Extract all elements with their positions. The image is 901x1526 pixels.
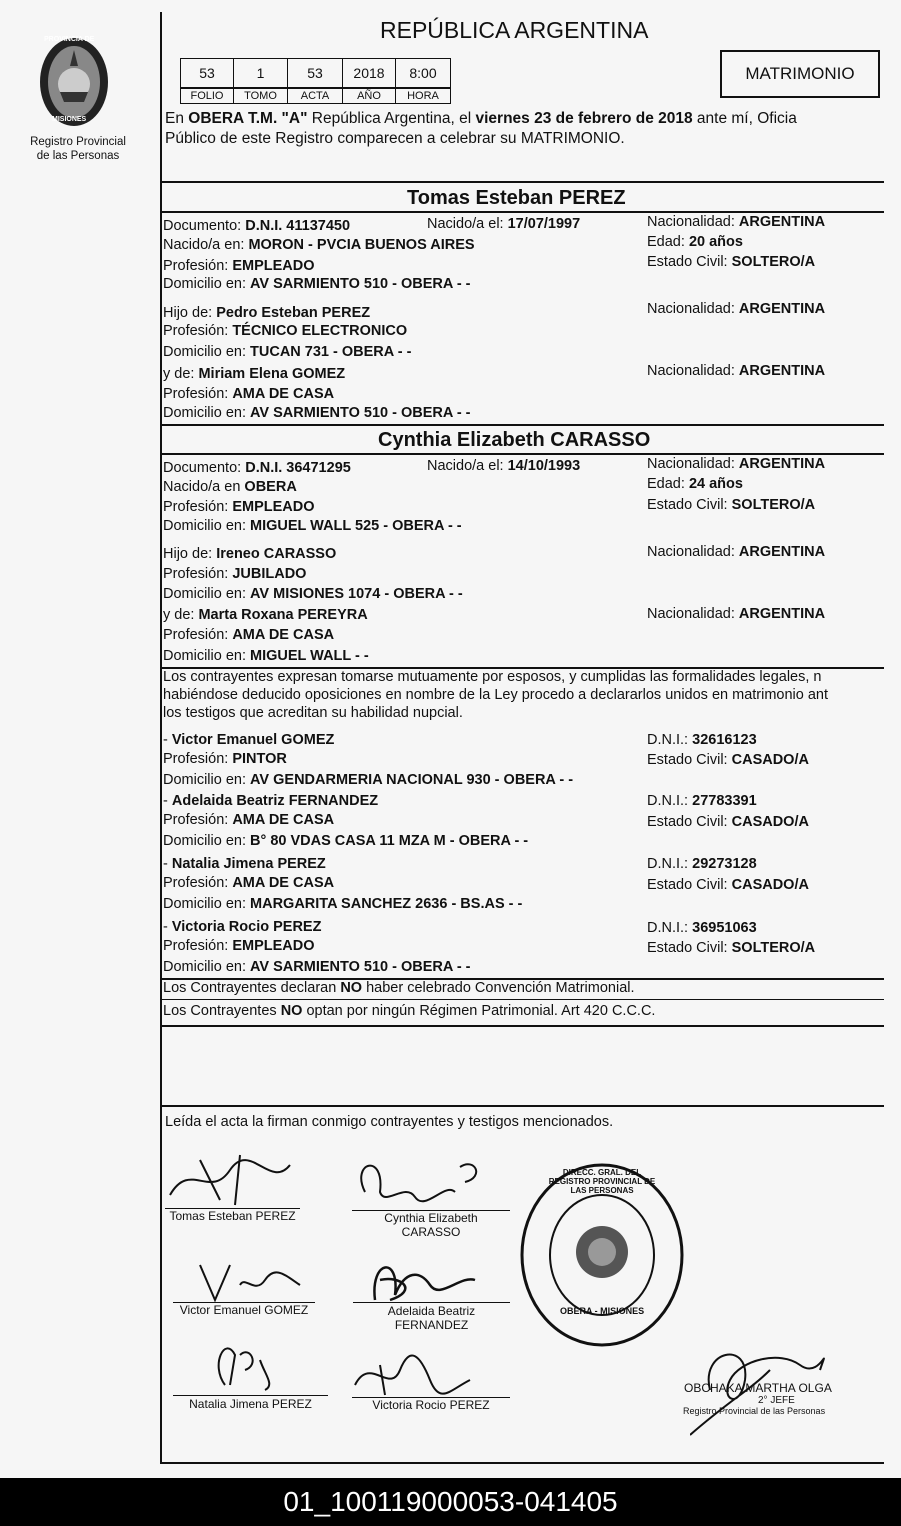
declaration-line3: los testigos que acreditan su habilidad nupcial. [163,705,463,721]
spouse2-mother-profession: Profesión: AMA DE CASA [163,627,335,643]
acta-caption: ACTA [287,88,343,104]
separator [162,999,884,1000]
stamp-inner-text: OBERA - MISIONES [560,1306,645,1316]
folio-caption: FOLIO [180,88,234,104]
registry-name-line2: de las Personas [36,150,120,162]
witness-profession: Profesión: AMA DE CASA [163,875,335,891]
witness-name: Natalia Jimena PEREZ [171,856,326,872]
signature-line [173,1395,328,1396]
signature-name-3: Victor Emanuel GOMEZ [179,1303,309,1317]
country-title: REPÚBLICA ARGENTINA [380,17,649,43]
official-name: OBCHAKA MARTHA OLGA [684,1381,832,1395]
spouse1-mother: y de: Miriam Elena GOMEZ [163,366,346,382]
witness-dni: D.N.I.: 27783391 [647,793,757,809]
spouse1-profession: Profesión: EMPLEADO [163,258,315,274]
document-code-bar [0,1478,901,1526]
spouse1-father-profession: Profesión: TÉCNICO ELECTRONICO [163,323,408,339]
signature-scribble-6 [350,1350,480,1400]
spouse1-age: Edad: 20 años [647,234,743,250]
separator [162,181,884,183]
spouse2-profession: Profesión: EMPLEADO [163,499,315,515]
witness-address: Domicilio en: MARGARITA SANCHEZ 2636 - BS.AS - - [163,896,523,912]
separator [162,1105,884,1107]
spouse2-father-address: Domicilio en: AV MISIONES 1074 - OBERA - - [163,586,463,602]
intro-date: viernes 23 de febrero de 2018 [475,110,693,127]
hora-caption: HORA [395,88,451,104]
signature-scribble-2 [345,1152,495,1212]
spouse2-mother-nationality: Nacionalidad: ARGENTINA [647,606,826,622]
act-type-label: MATRIMONIO [745,64,855,83]
witness-civil-status: Estado Civil: SOLTERO/A [647,940,816,956]
anio-value: 2018 [342,58,396,88]
spouse2-father-profession: Profesión: JUBILADO [163,566,307,582]
witness-name: Adelaida Beatriz FERNANDEZ [171,793,379,809]
emblem-text-top: PROVINCIA DE [44,36,95,43]
document-code: 01_100119000053-041405 [283,1486,618,1517]
spouse1-father-address: Domicilio en: TUCAN 731 - OBERA - - [163,344,412,360]
spouse1-civil-status: Estado Civil: SOLTERO/A [647,254,816,270]
signature-name-6: Victoria Rocio PEREZ [372,1398,490,1412]
closing-statement: Leída el acta la firman conmigo contrayentes y testigos mencionados. [165,1114,614,1130]
spouse1-father-nationality: Nacionalidad: ARGENTINA [647,301,826,317]
witness-civil-status: Estado Civil: CASADO/A [647,752,809,768]
spouse2-father: Hijo de: Ireneo CARASSO [163,546,337,562]
spouse2-documento: Documento: D.N.I. 36471295 [163,460,351,476]
witness-profession: Profesión: EMPLEADO [163,938,315,954]
signature-scribble-1 [160,1150,310,1210]
spouse2-name: Cynthia Elizabeth CARASSO [378,429,651,451]
acta-value: 53 [287,58,343,88]
folio-value: 53 [180,58,234,88]
witness-address: Domicilio en: B° 80 VDAS CASA 11 MZA M - OBERA - - [163,833,529,849]
separator [162,453,884,455]
witness-civil-status: Estado Civil: CASADO/A [647,814,809,830]
signature-name-2b: CARASSO [401,1225,461,1239]
left-border [160,12,162,1464]
intro-line1: En OBERA T.M. "A" República Argentina, el viernes 23 de febrero de 2018 ante mí, Oficia [165,110,797,127]
separator [162,1025,884,1027]
signature-name-2a: Cynthia Elizabeth [384,1211,478,1225]
witness-address: Domicilio en: AV GENDARMERIA NACIONAL 930 - OBERA - - [163,772,574,788]
signature-name-4a: Adelaida Beatriz [387,1304,476,1318]
separator [162,211,884,213]
spouse1-birthplace: Nacido/a en: MORON - PVCIA BUENOS AIRES [163,237,475,253]
spouse2-nationality: Nacionalidad: ARGENTINA [647,456,826,472]
convention-line1: Los Contrayentes declaran NO haber celebrado Convención Matrimonial. [163,980,635,996]
signature-name-5: Natalia Jimena PEREZ [189,1397,312,1411]
spouse1-mother-nationality: Nacionalidad: ARGENTINA [647,363,826,379]
spouse1-mother-address: Domicilio en: AV SARMIENTO 510 - OBERA - - [163,405,471,421]
intro-line2: Público de este Registro comparecen a celebrar su MATRIMONIO. [165,130,625,147]
spouse1-mother-profession: Profesión: AMA DE CASA [163,386,335,402]
spouse1-birthdate: Nacido/a el: 17/07/1997 [427,216,581,232]
signature-scribble-5 [205,1335,285,1395]
separator [162,424,884,426]
province-emblem [30,32,118,132]
signature-scribble-4 [360,1250,490,1310]
spouse2-address: Domicilio en: MIGUEL WALL 525 - OBERA - - [163,518,462,534]
spouse2-mother: y de: Marta Roxana PEREYRA [163,607,368,623]
emblem-text-bottom: MISIONES [52,116,87,123]
witness-dni: D.N.I.: 29273128 [647,856,757,872]
bottom-border [162,1462,884,1464]
spouse1-name: Tomas Esteban PEREZ [407,187,626,209]
official-organization: Registro Provincial de las Personas [683,1406,826,1416]
certificate-page: PROVINCIA DE MISIONES Registro Provincial de las Personas REPÚBLICA ARGENTINA 53 1 53 2018 8:00 FOLIO TOMO ACTA AÑO HORA MATRIMONIO En OBERA T.M. "A" República Argentina, el viernes 23 de febrero de 2018 ante mí, Oficia Público de este Registro comparecen a celebrar su MATRIMONIO. Tomas Esteban PEREZ Documento: D.N.I. 41137450 Nacido/a el: 17/07/1997 Nacionalidad: ARGENTINA Nacido/a en: MORON - PVCIA BUENOS AIRES Edad: 20 años Profesión: EMPLEADO Estado Civil: SOLTERO/A Domicilio en: AV SARMIENTO 510 - OBERA - - Hijo de: Pedro Esteban PEREZ Nacionalidad: ARGENTINA Profesión: TÉCNICO ELECTRONICO Domicilio en: TUCAN 731 - OBERA - - y de: Miriam Elena GOMEZ Nacionalidad: ARGENTINA Profesión: AMA DE CASA Domicilio en: AV SARMIENTO 510 - OBERA - - Cynthia Elizabeth CARASSO Documento: D.N.I. 36471295 Nacido/a el: 14/10/1993 Nacionalidad: ARGENTINA Nacido/a en OBERA Edad: 24 años Profesión: EMPLEADO Estado Civil: SOLTERO/A Domicilio en: MIGUEL WALL 525 - OBERA - - Hijo de: Ireneo CARASSO Nacionalidad: ARGENTINA Profesión: JUBILADO Domicilio en: AV MISIONES 1074 - OBERA - - y de: Marta Roxana PEREYRA Nacionalidad: ARGENTINA Profesión: AMA DE CASA Domicilio en: MIGUEL WALL - - Los contrayentes expresan tomarse mutuamente por esposos, y cumplidas las formalidades legales, n habiéndose deducido oposiciones en nombre de la Ley procedo a declararlos unidos en matrimonio ant los testigos que acreditan su habilidad nupcial. - Victor Emanuel GOMEZ D.N.I.: 32616123 Profesión: PINTOR Estado Civil: CASADO/A Domicilio en: AV GENDARMERIA NACIONAL 930 - OBERA - - - Adelaida Beatriz FERNANDEZ D.N.I.: 27783391 Profesión: AMA DE CASA Estado Civil: CASADO/A Domicilio en: B° 80 VDAS CASA 11 MZA M - OBERA - - - Natalia Jimena PEREZ D.N.I.: 29273128 Profesión: AMA DE CASA Estado Civil: CASADO/A Domicilio en: MARGARITA SANCHEZ 2636 - BS.AS - - - Victoria Rocio PEREZ D.N.I.: 36951063 Profesión: EMPLEADO Estado Civil: SOLTERO/A Domicilio en: AV SARMIENTO 510 - OBERA - - Los Contrayentes declaran NO haber celebrado Convención Matrimonial. Los Contrayentes NO optan por ningún Régimen Patrimonial. Art 420 C.C.C. Leída el acta la firman conmigo contrayentes y testigos mencionados. Tomas Esteban PEREZ Cynthia Elizabeth CARASSO Victor Emanuel GOMEZ Adelaida Beatriz FERNANDEZ Natalia Jimena PEREZ Victoria Rocio PEREZ DIRECC. GRAL. DEL REGISTRO PROVINCIAL DE LAS PERSONAS OBERA - MISIONES OBCHAKA MARTHA OLGA 2° JEFE Registro Provincial de las Personas [0,0,901,1478]
witness-name: Victoria Rocio PEREZ [171,919,322,935]
signature-line [353,1302,510,1303]
spouse2-birthdate: Nacido/a el: 14/10/1993 [427,458,581,474]
spouse1-father: Hijo de: Pedro Esteban PEREZ [163,305,371,321]
witness-dni: D.N.I.: 32616123 [647,732,757,748]
stamp-outer-text: DIRECC. GRAL. DEL REGISTRO PROVINCIAL DE LAS PERSONAS [548,1168,656,1195]
intro-place: OBERA T.M. "A" [188,110,308,127]
witness-profession: Profesión: AMA DE CASA [163,812,335,828]
spouse2-birthplace: Nacido/a en OBERA [163,479,297,495]
signature-name-4b: FERNANDEZ [394,1318,469,1332]
registry-stamp [518,1160,686,1350]
declaration-line1: Los contrayentes expresan tomarse mutuamente por esposos, y cumplidas las formalidades legales, n [163,669,822,685]
witness-profession: Profesión: PINTOR [163,751,287,767]
tomo-value: 1 [233,58,288,88]
spouse2-mother-address: Domicilio en: MIGUEL WALL - - [163,648,369,664]
spouse1-documento: Documento: D.N.I. 41137450 [163,218,351,234]
spouse1-nationality: Nacionalidad: ARGENTINA [647,214,826,230]
act-type-box [720,50,880,98]
convention-line2: Los Contrayentes NO optan por ningún Régimen Patrimonial. Art 420 C.C.C. [163,1003,656,1019]
hora-value: 8:00 [395,58,451,88]
declaration-line2: habiéndose deducido oposiciones en nombre de la Ley procedo a declararlos unidos en matrimonio ant [163,687,829,703]
anio-caption: AÑO [342,88,396,104]
spouse2-age: Edad: 24 años [647,476,743,492]
witness-address: Domicilio en: AV SARMIENTO 510 - OBERA - - [163,959,471,975]
witness-dni: D.N.I.: 36951063 [647,920,757,936]
witness-civil-status: Estado Civil: CASADO/A [647,877,809,893]
witness-name: Victor Emanuel GOMEZ [171,732,335,748]
spouse2-civil-status: Estado Civil: SOLTERO/A [647,497,816,513]
tomo-caption: TOMO [233,88,288,104]
official-role: 2° JEFE [758,1395,795,1406]
signature-name-1: Tomas Esteban PEREZ [169,1209,296,1223]
spouse2-father-nationality: Nacionalidad: ARGENTINA [647,544,826,560]
registry-name-line1: Registro Provincial [30,136,126,148]
spouse1-address: Domicilio en: AV SARMIENTO 510 - OBERA - - [163,276,471,292]
